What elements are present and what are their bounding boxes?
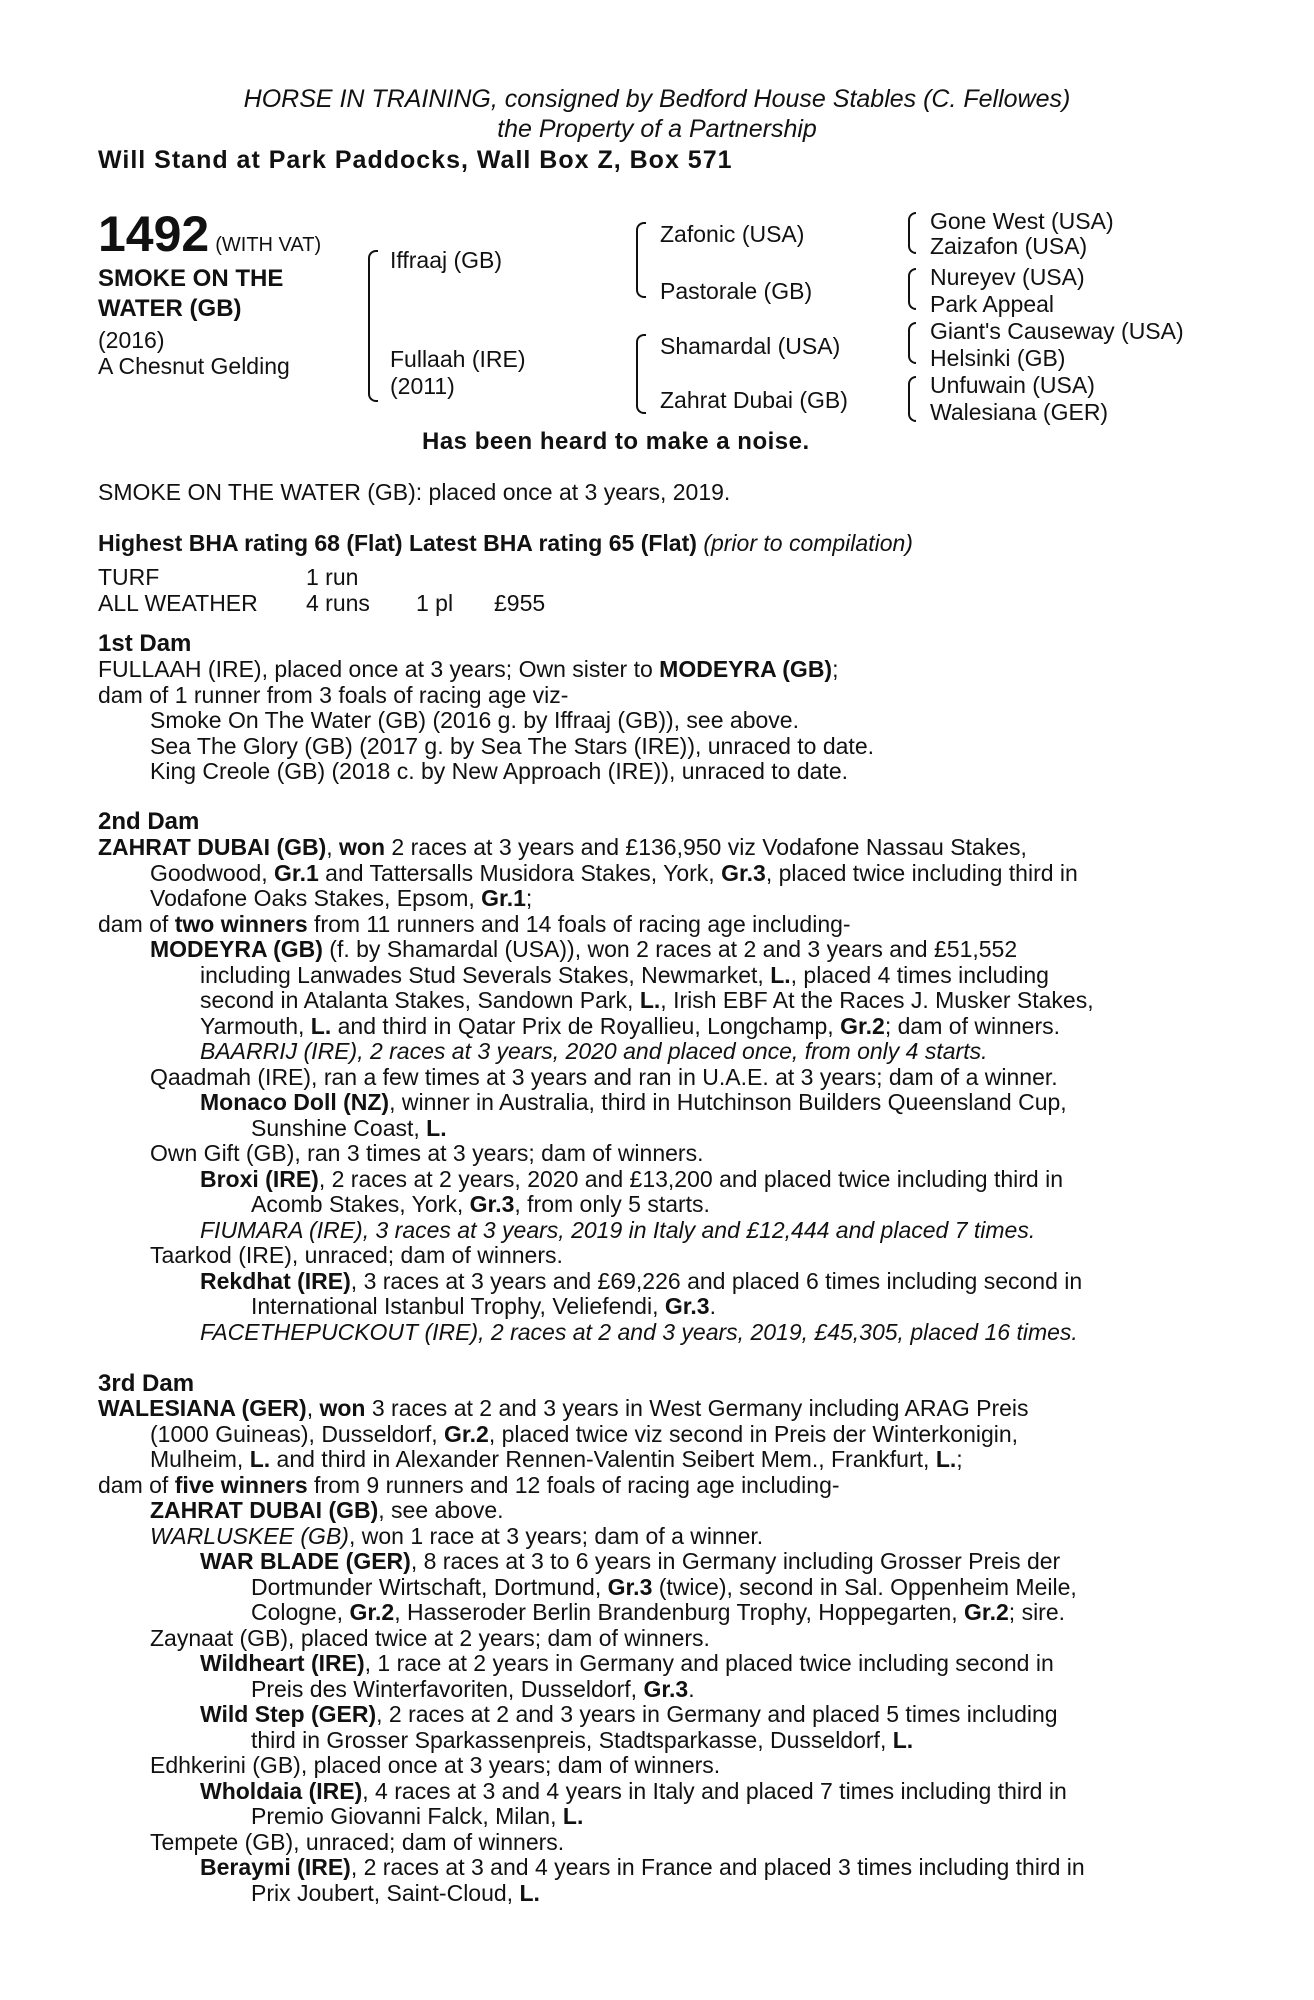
ownership-line: the Property of a Partnership xyxy=(497,115,817,143)
list-item xyxy=(98,1447,1208,1473)
list-item xyxy=(98,1779,1208,1805)
text: third in Grosser Sparkassenpreis, Stadtsparkasse, Dusseldorf, xyxy=(251,1726,893,1753)
text: L. xyxy=(639,987,661,1013)
sire-dam: Pastorale (GB) xyxy=(660,278,813,304)
text: Rekdhat (IRE) xyxy=(200,1267,351,1294)
second-dam-heading: 2nd Dam xyxy=(98,808,200,835)
text: WAR BLADE (GER) xyxy=(200,1548,411,1574)
text: Goodwood, xyxy=(150,859,275,886)
text: , Irish EBF At the Races J. Musker Stakes, xyxy=(660,987,1094,1013)
list-item xyxy=(98,1116,1208,1142)
text: Prix Joubert, Saint-Cloud, xyxy=(251,1879,520,1906)
sire-sire: Zafonic (USA) xyxy=(660,221,805,247)
g1: Gone West (USA) xyxy=(930,208,1114,234)
first-dam-body xyxy=(98,657,1208,785)
first-dam-heading: 1st Dam xyxy=(98,630,192,657)
text: MODEYRA (GB) xyxy=(659,656,833,682)
text: Yarmouth, xyxy=(200,1012,311,1039)
text: Gr.3 xyxy=(643,1675,689,1702)
text: , 2 races at 2 and 3 years in Germany and placed 5 times including xyxy=(376,1701,1058,1727)
text: . xyxy=(709,1293,716,1319)
text: and third in Qatar Prix de Royallieu, Longchamp, xyxy=(331,1012,841,1039)
sire: Iffraaj (GB) xyxy=(390,247,503,273)
text: MODEYRA (GB) xyxy=(150,936,323,962)
text: FIUMARA (IRE) xyxy=(200,1216,363,1243)
horse-name-line1: SMOKE ON THE xyxy=(98,265,284,292)
surface-cell: TURF xyxy=(98,564,160,590)
placed-cell xyxy=(416,564,494,590)
list-item xyxy=(98,1881,1208,1907)
text: and third in Alexander Rennen-Valentin Seibert Mem., Frankfurt, xyxy=(270,1446,936,1472)
vat-label: (WITH VAT) xyxy=(215,234,322,256)
list-item xyxy=(98,1269,1208,1295)
list-item xyxy=(98,1498,1208,1524)
list-item xyxy=(98,912,1208,938)
text: dam of xyxy=(98,1471,175,1498)
lot-number xyxy=(98,208,321,271)
text: Beraymi (IRE) xyxy=(200,1854,351,1880)
list-item: Qaadmah (IRE), ran a few times at 3 years and ran in U.A.E. at 3 years; dam of a winner. xyxy=(150,1063,1058,1090)
text: , 8 races at 3 to 6 years in Germany including Grosser Preis der xyxy=(410,1548,1061,1574)
text: (f. by Shamardal (USA)), won 2 races at 2 and 3 years and £51,552 xyxy=(322,936,1018,962)
text: , 4 races at 3 and 4 years in Italy and placed 7 times including third in xyxy=(362,1777,1067,1804)
text: five winners xyxy=(174,1471,308,1498)
text: , 1 race at 2 years in Germany and placed twice including second in xyxy=(364,1650,1054,1676)
text: 2 races at 3 years and £136,950 viz Vodafone Nassau Stakes, xyxy=(385,834,1027,860)
text: Gr.3 xyxy=(721,859,766,886)
text: L. xyxy=(770,961,791,988)
text: L. xyxy=(562,1803,584,1829)
text: Broxi (IRE) xyxy=(200,1165,319,1192)
list-item xyxy=(98,1039,1208,1065)
list-item xyxy=(98,1855,1208,1881)
g5: Giant's Causeway (USA) xyxy=(930,318,1184,344)
list-item xyxy=(98,963,1208,989)
list-item xyxy=(98,1320,1208,1346)
text: Mulheim, xyxy=(150,1446,250,1472)
text: ; xyxy=(956,1446,963,1472)
list-item: King Creole (GB) (2018 c. by New Approach (IRE)), unraced to date. xyxy=(150,758,848,784)
text: L. xyxy=(249,1446,271,1472)
text: , Hasseroder Berlin Brandenburg Trophy, Hoppegarten, xyxy=(394,1599,965,1625)
horse-name-line2: WATER (GB) xyxy=(98,295,242,322)
text: , 3 races at 3 years, 2019 in Italy and £12,444 and placed 7 times. xyxy=(362,1216,1036,1243)
text: WALESIANA (GER) xyxy=(98,1395,307,1421)
text: L. xyxy=(519,1879,540,1906)
list-item xyxy=(98,1090,1208,1116)
list-item xyxy=(98,1600,1208,1626)
text: L. xyxy=(310,1012,332,1039)
text: Gr.3 xyxy=(664,1293,710,1319)
text: from 9 runners and 12 foals of racing age including- xyxy=(307,1471,840,1498)
text: , placed twice viz second in Preis der Winterkonigin, xyxy=(488,1420,1019,1447)
horse-description: A Chesnut Gelding xyxy=(98,353,290,379)
g-bracket-2 xyxy=(908,268,916,310)
text: , 3 races at 3 years and £69,226 and placed 6 times including second in xyxy=(350,1267,1083,1294)
text: , from only 5 starts. xyxy=(514,1191,710,1217)
list-item: Tempete (GB), unraced; dam of winners. xyxy=(150,1828,565,1855)
g6: Helsinki (GB) xyxy=(930,345,1066,371)
g4: Park Appeal xyxy=(930,291,1055,317)
list-item: Smoke On The Water (GB) (2016 g. by Iffraaj (GB)), see above. xyxy=(150,707,799,733)
text: , won 1 race at 3 years; dam of a winner. xyxy=(348,1522,764,1549)
text: Monaco Doll (NZ) xyxy=(200,1089,390,1115)
list-item xyxy=(98,861,1208,887)
third-dam-heading: 3rd Dam xyxy=(98,1370,195,1397)
dam-dam: Zahrat Dubai (GB) xyxy=(660,387,848,413)
text: , placed twice including third in xyxy=(765,859,1078,886)
list-item xyxy=(98,1524,1208,1550)
text: L. xyxy=(426,1114,447,1141)
text: second in Atalanta Stakes, Sandown Park, xyxy=(200,987,640,1013)
g2: Zaizafon (USA) xyxy=(930,233,1088,259)
list-item: Own Gift (GB), ran 3 times at 3 years; dam of winners. xyxy=(150,1140,704,1166)
text: , 2 races at 2 and 3 years, 2019, £45,305, placed 16 times. xyxy=(478,1318,1078,1345)
list-item: Taarkod (IRE), unraced; dam of winners. xyxy=(150,1242,563,1268)
list-item: WALESIANA (GER), won 3 races at 2 and 3 years in West Germany including ARAG Preis xyxy=(98,1395,1029,1421)
list-item: Edhkerini (GB), placed once at 3 years; dam of winners. xyxy=(150,1752,721,1778)
bha-ratings xyxy=(98,530,913,556)
text: won xyxy=(319,1395,366,1421)
text: Preis des Winterfavoriten, Dusseldorf, xyxy=(251,1675,644,1702)
text: including Lanwades Stud Severals Stakes, Newmarket, xyxy=(200,961,771,988)
text: Gr.2 xyxy=(444,1420,489,1447)
list-item xyxy=(98,1422,1208,1448)
dam-year: (2011) xyxy=(390,373,455,399)
text: Dortmunder Wirtschaft, Dortmund, xyxy=(251,1573,608,1600)
text: ; xyxy=(525,885,533,911)
text: Acomb Stakes, York, xyxy=(251,1191,470,1217)
text: Gr.2 xyxy=(349,1599,395,1625)
g-bracket-1 xyxy=(908,212,916,254)
sire-dam-bracket xyxy=(368,250,378,402)
text: ; dam of winners. xyxy=(884,1012,1060,1039)
text: ; sire. xyxy=(1008,1599,1066,1625)
text: from 11 runners and 14 foals of racing age including- xyxy=(307,910,851,937)
text: BAARRIJ (IRE) xyxy=(200,1038,358,1064)
second-dam-body xyxy=(98,835,1208,1345)
race-summary: SMOKE ON THE WATER (GB): placed once at 3 years, 2019. xyxy=(98,479,731,505)
text: Wild Step (GER) xyxy=(200,1701,377,1727)
text: International Istanbul Trophy, Veliefendi, xyxy=(251,1293,665,1319)
horse-name xyxy=(98,264,338,324)
third-dam-body xyxy=(98,1396,1208,1906)
text: and Tattersalls Musidora Stakes, York, xyxy=(318,859,722,886)
table-row xyxy=(98,564,545,590)
text: ZAHRAT DUBAI (GB) xyxy=(150,1497,379,1523)
table-row xyxy=(98,590,545,616)
text: , winner in Australia, third in Hutchinson Builders Queensland Cup, xyxy=(389,1089,1067,1115)
text: L. xyxy=(892,1726,914,1753)
text: FULLAAH (IRE), placed once at 3 years; Own sister to xyxy=(98,656,660,682)
g8: Walesiana (GER) xyxy=(930,399,1109,425)
placed-cell: 1 pl xyxy=(416,590,454,616)
list-item xyxy=(98,1702,1208,1728)
list-item: Zaynaat (GB), placed twice at 2 years; dam of winners. xyxy=(150,1624,710,1651)
text: Gr.1 xyxy=(274,859,319,886)
text: Wholdaia (IRE) xyxy=(200,1777,363,1804)
prize-cell xyxy=(494,564,545,590)
text: dam of xyxy=(98,910,175,937)
g7: Unfuwain (USA) xyxy=(930,372,1095,398)
lot-number-value: 1492 xyxy=(98,206,210,262)
text: , 2 races at 2 years, 2020 and £13,200 and placed twice including third in xyxy=(318,1165,1063,1192)
list-item xyxy=(98,1192,1208,1218)
text: Premio Giovanni Falck, Milan, xyxy=(251,1803,563,1829)
text: Wildheart (IRE) xyxy=(200,1650,365,1676)
runs-cell: 4 runs xyxy=(306,590,370,616)
list-item xyxy=(98,1294,1208,1320)
dam-sire: Shamardal (USA) xyxy=(660,333,841,359)
list-item xyxy=(98,1473,1208,1499)
text: . xyxy=(688,1675,695,1702)
prize-cell: £955 xyxy=(494,590,546,616)
text: ZAHRAT DUBAI (GB) xyxy=(98,834,327,860)
text: Gr.2 xyxy=(840,1012,885,1039)
text: won xyxy=(339,834,386,860)
text: , 2 races at 3 and 4 years in France and placed 3 times including third in xyxy=(350,1854,1085,1880)
g-bracket-4 xyxy=(908,376,916,422)
list-item xyxy=(98,1651,1208,1677)
text: Gr.3 xyxy=(469,1191,515,1217)
text: ; xyxy=(832,656,839,682)
g3: Nureyev (USA) xyxy=(930,264,1085,290)
runs-cell: 1 run xyxy=(306,564,359,590)
text: (1000 Guineas), Dusseldorf, xyxy=(150,1420,445,1447)
noise-note: Has been heard to make a noise. xyxy=(422,428,810,455)
list-item xyxy=(98,1014,1208,1040)
ratings-note: (prior to compilation) xyxy=(703,530,913,556)
list-item: dam of 1 runner from 3 foals of racing age viz- xyxy=(98,681,569,708)
text: 3 races at 2 and 3 years in West Germany including ARAG Preis xyxy=(365,1395,1029,1421)
g-bracket-3 xyxy=(908,322,916,364)
text: , placed 4 times including xyxy=(790,961,1049,988)
text: L. xyxy=(935,1446,957,1472)
text: FACETHEPUCKOUT (IRE) xyxy=(200,1318,479,1345)
text: Gr.1 xyxy=(481,885,526,911)
text: , 2 races at 3 years, 2020 and placed once, from only 4 starts. xyxy=(357,1038,988,1064)
text: two winners xyxy=(174,910,308,937)
text: Gr.2 xyxy=(964,1599,1009,1625)
dam-parents-bracket xyxy=(636,334,646,414)
list-item: Sea The Glory (GB) (2017 g. by Sea The Stars (IRE)), unraced to date. xyxy=(150,732,874,759)
text: , see above. xyxy=(378,1497,504,1523)
consignor-line: HORSE IN TRAINING, consigned by Bedford House Stables (C. Fellowes) xyxy=(243,85,1071,113)
text: (twice), second in Sal. Oppenheim Meile, xyxy=(652,1573,1077,1600)
text: WARLUSKEE (GB) xyxy=(150,1522,349,1549)
list-item xyxy=(98,657,1208,683)
list-item xyxy=(98,1728,1208,1754)
text: Gr.3 xyxy=(607,1573,653,1600)
surface-cell: ALL WEATHER xyxy=(98,590,258,616)
dam: Fullaah (IRE) xyxy=(390,346,526,372)
list-item xyxy=(98,1804,1208,1830)
list-item xyxy=(98,937,1208,963)
list-item xyxy=(98,886,1208,912)
text: Vodafone Oaks Stakes, Epsom, xyxy=(150,885,482,911)
ratings-table xyxy=(98,564,545,616)
text: Sunshine Coast, xyxy=(251,1114,427,1141)
list-item: ZAHRAT DUBAI (GB), won 2 races at 3 years and £136,950 viz Vodafone Nassau Stakes, xyxy=(98,834,1027,860)
ratings-heading: Highest BHA rating 68 (Flat) Latest BHA rating 65 (Flat) xyxy=(98,530,697,556)
list-item xyxy=(98,1677,1208,1703)
list-item xyxy=(98,1167,1208,1193)
list-item xyxy=(98,1549,1208,1575)
foaling-year: (2016) xyxy=(98,327,165,353)
list-item xyxy=(98,988,1208,1014)
list-item xyxy=(98,1218,1208,1244)
text: Cologne, xyxy=(251,1599,350,1625)
stand-location: Will Stand at Park Paddocks, Wall Box Z, Box 571 xyxy=(98,146,733,174)
list-item xyxy=(98,1575,1208,1601)
sire-parents-bracket xyxy=(636,222,646,298)
